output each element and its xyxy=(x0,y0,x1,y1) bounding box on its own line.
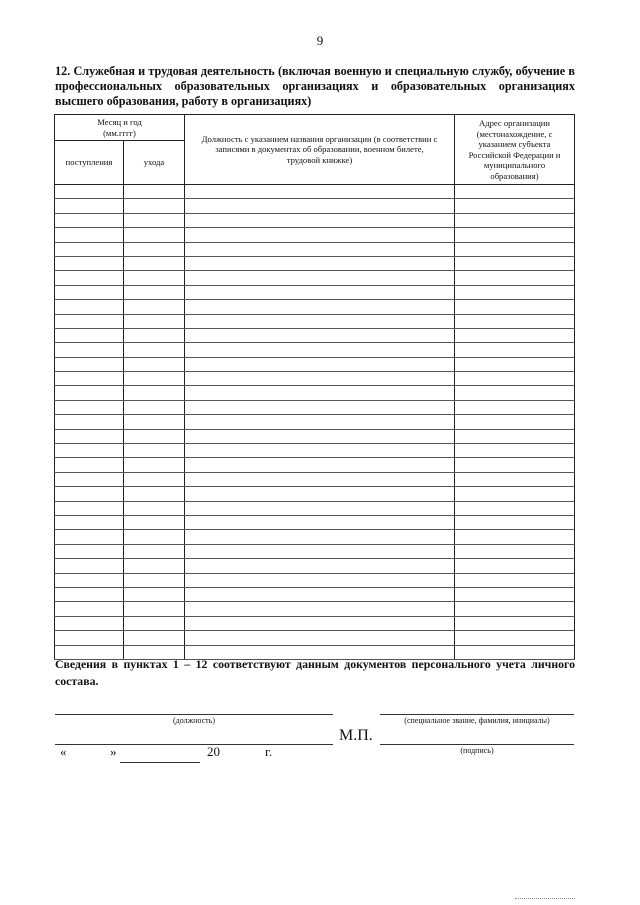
address-cell[interactable] xyxy=(455,256,575,270)
position-cell[interactable] xyxy=(185,386,455,400)
end-cell[interactable] xyxy=(124,429,185,443)
address-cell[interactable] xyxy=(455,185,575,199)
end-cell[interactable] xyxy=(124,242,185,256)
employment-history-table xyxy=(54,114,575,660)
signature-line[interactable] xyxy=(380,744,574,745)
end-cell[interactable] xyxy=(124,185,185,199)
end-cell[interactable] xyxy=(124,314,185,328)
start-cell[interactable] xyxy=(55,444,124,458)
address-cell[interactable] xyxy=(455,300,575,314)
position-cell[interactable] xyxy=(185,213,455,227)
position-cell[interactable] xyxy=(185,400,455,414)
end-cell[interactable] xyxy=(124,472,185,486)
address-cell[interactable] xyxy=(455,386,575,400)
stamp-placeholder: М.П. xyxy=(339,727,373,744)
start-cell[interactable] xyxy=(55,587,124,601)
address-cell[interactable] xyxy=(455,530,575,544)
position-cell[interactable] xyxy=(185,501,455,515)
address-cell[interactable] xyxy=(455,631,575,645)
end-cell[interactable] xyxy=(124,573,185,587)
end-cell[interactable] xyxy=(124,602,185,616)
start-cell[interactable] xyxy=(55,242,124,256)
position-column-label: Должность с указанием названия организации (в соответствии с записями в документах об образовании, военном билете, трудовой книжке) xyxy=(201,133,438,165)
end-cell[interactable] xyxy=(124,544,185,558)
end-cell[interactable] xyxy=(124,343,185,357)
table-row xyxy=(55,587,575,601)
address-cell[interactable] xyxy=(455,515,575,529)
table-row xyxy=(55,472,575,486)
end-cell[interactable] xyxy=(124,616,185,630)
address-cell[interactable] xyxy=(455,228,575,242)
position-cell[interactable] xyxy=(185,602,455,616)
table-row xyxy=(55,602,575,616)
table-row xyxy=(55,559,575,573)
position-cell[interactable] xyxy=(185,357,455,371)
start-cell[interactable] xyxy=(55,487,124,501)
address-cell[interactable] xyxy=(455,501,575,515)
start-cell[interactable] xyxy=(55,573,124,587)
address-cell[interactable] xyxy=(455,328,575,342)
table-row xyxy=(55,213,575,227)
year-prefix: 20 xyxy=(207,744,220,759)
start-cell[interactable] xyxy=(55,501,124,515)
position-cell[interactable] xyxy=(185,185,455,199)
position-cell[interactable] xyxy=(185,559,455,573)
position-cell[interactable] xyxy=(185,631,455,645)
table-row xyxy=(55,444,575,458)
date-line xyxy=(55,744,333,745)
position-cell[interactable] xyxy=(185,328,455,342)
section-heading: 12. Служебная и трудовая деятельность (включая военную и специальную службу, обучение в профессиональных образовательных организациях и образовательных организациях высшего образования, работу в организациях) xyxy=(55,64,575,108)
table-row xyxy=(55,256,575,270)
end-cell[interactable] xyxy=(124,256,185,270)
table-row xyxy=(55,400,575,414)
position-cell[interactable] xyxy=(185,199,455,213)
address-column-header xyxy=(455,115,575,185)
table-row xyxy=(55,515,575,529)
table-row xyxy=(55,343,575,357)
table-row xyxy=(55,429,575,443)
end-cell[interactable] xyxy=(124,415,185,429)
date-group-header xyxy=(55,115,185,141)
position-cell[interactable] xyxy=(185,429,455,443)
address-cell[interactable] xyxy=(455,472,575,486)
confirmation-note: Сведения в пунктах 1 – 12 соответствуют данным документов персонального учета личного состава. xyxy=(55,657,575,688)
start-cell[interactable] xyxy=(55,213,124,227)
start-cell[interactable] xyxy=(55,386,124,400)
end-column-label: ухода xyxy=(143,157,165,168)
start-cell[interactable] xyxy=(55,631,124,645)
address-cell[interactable] xyxy=(455,458,575,472)
table-row xyxy=(55,631,575,645)
table-row xyxy=(55,300,575,314)
table-row xyxy=(55,185,575,199)
name-caption: (специальное звание, фамилия, инициалы) xyxy=(404,716,550,725)
end-column-header xyxy=(124,141,185,185)
start-cell[interactable] xyxy=(55,544,124,558)
start-cell[interactable] xyxy=(55,372,124,386)
address-cell[interactable] xyxy=(455,429,575,443)
date-group-label: Месяц и год xyxy=(97,117,142,127)
address-cell[interactable] xyxy=(455,587,575,601)
end-cell[interactable] xyxy=(124,487,185,501)
address-cell[interactable] xyxy=(455,242,575,256)
position-cell[interactable] xyxy=(185,530,455,544)
table-row xyxy=(55,458,575,472)
start-cell[interactable] xyxy=(55,285,124,299)
start-cell[interactable] xyxy=(55,559,124,573)
table-row xyxy=(55,530,575,544)
start-cell[interactable] xyxy=(55,228,124,242)
end-cell[interactable] xyxy=(124,372,185,386)
start-cell[interactable] xyxy=(55,357,124,371)
table-body xyxy=(55,185,575,660)
end-cell[interactable] xyxy=(124,386,185,400)
start-cell[interactable] xyxy=(55,314,124,328)
date-format-label: (мм.гггг) xyxy=(103,127,136,138)
footer-mark xyxy=(515,898,575,899)
start-cell[interactable] xyxy=(55,616,124,630)
table-row xyxy=(55,386,575,400)
end-cell[interactable] xyxy=(124,328,185,342)
position-cell[interactable] xyxy=(185,573,455,587)
table-row xyxy=(55,228,575,242)
start-cell[interactable] xyxy=(55,458,124,472)
position-cell[interactable] xyxy=(185,271,455,285)
address-cell[interactable] xyxy=(455,602,575,616)
address-cell[interactable] xyxy=(455,616,575,630)
end-cell[interactable] xyxy=(124,228,185,242)
position-cell[interactable] xyxy=(185,415,455,429)
end-cell[interactable] xyxy=(124,587,185,601)
address-cell[interactable] xyxy=(455,573,575,587)
address-cell[interactable] xyxy=(455,343,575,357)
address-cell[interactable] xyxy=(455,400,575,414)
start-cell[interactable] xyxy=(55,271,124,285)
table-row xyxy=(55,616,575,630)
position-cell[interactable] xyxy=(185,616,455,630)
address-cell[interactable] xyxy=(455,213,575,227)
position-cell[interactable] xyxy=(185,343,455,357)
address-cell[interactable] xyxy=(455,444,575,458)
position-cell[interactable] xyxy=(185,256,455,270)
year-suffix: г. xyxy=(265,744,273,759)
start-cell[interactable] xyxy=(55,472,124,486)
table-row xyxy=(55,415,575,429)
address-cell[interactable] xyxy=(455,415,575,429)
address-cell[interactable] xyxy=(455,357,575,371)
signature-caption: (подпись) xyxy=(460,746,494,755)
end-cell[interactable] xyxy=(124,559,185,573)
table-row xyxy=(55,487,575,501)
position-column-header xyxy=(185,115,455,185)
table-row xyxy=(55,285,575,299)
table-row xyxy=(55,357,575,371)
position-cell[interactable] xyxy=(185,285,455,299)
table-row xyxy=(55,372,575,386)
table-row xyxy=(55,242,575,256)
start-column-label: поступления xyxy=(65,157,113,168)
start-cell[interactable] xyxy=(55,400,124,414)
position-cell[interactable] xyxy=(185,472,455,486)
address-cell[interactable] xyxy=(455,271,575,285)
start-cell[interactable] xyxy=(55,343,124,357)
position-cell[interactable] xyxy=(185,242,455,256)
end-cell[interactable] xyxy=(124,530,185,544)
address-cell[interactable] xyxy=(455,372,575,386)
end-cell[interactable] xyxy=(124,271,185,285)
end-cell[interactable] xyxy=(124,444,185,458)
start-column-header xyxy=(55,141,124,185)
end-cell[interactable] xyxy=(124,631,185,645)
end-cell[interactable] xyxy=(124,213,185,227)
position-cell[interactable] xyxy=(185,587,455,601)
address-cell[interactable] xyxy=(455,559,575,573)
end-cell[interactable] xyxy=(124,515,185,529)
start-cell[interactable] xyxy=(55,530,124,544)
position-line[interactable] xyxy=(55,714,333,715)
start-cell[interactable] xyxy=(55,602,124,616)
end-cell[interactable] xyxy=(124,400,185,414)
position-caption: (должность) xyxy=(173,716,215,725)
address-cell[interactable] xyxy=(455,544,575,558)
position-cell[interactable] xyxy=(185,372,455,386)
date-quote-open: « xyxy=(60,744,67,759)
table-row xyxy=(55,544,575,558)
address-cell[interactable] xyxy=(455,285,575,299)
end-cell[interactable] xyxy=(124,501,185,515)
table-row xyxy=(55,573,575,587)
end-cell[interactable] xyxy=(124,300,185,314)
end-cell[interactable] xyxy=(124,357,185,371)
address-cell[interactable] xyxy=(455,487,575,501)
start-cell[interactable] xyxy=(55,199,124,213)
address-column-label: Адрес организации (местонахождение, с указанием субъекта Российской Федерации и муниципального образования) xyxy=(468,118,561,181)
position-cell[interactable] xyxy=(185,444,455,458)
end-cell[interactable] xyxy=(124,285,185,299)
end-cell[interactable] xyxy=(124,199,185,213)
end-cell[interactable] xyxy=(124,458,185,472)
start-cell[interactable] xyxy=(55,328,124,342)
position-cell[interactable] xyxy=(185,487,455,501)
date-quote-close: » xyxy=(110,744,117,759)
table-row xyxy=(55,199,575,213)
address-cell[interactable] xyxy=(455,314,575,328)
table-row xyxy=(55,328,575,342)
position-cell[interactable] xyxy=(185,314,455,328)
position-cell[interactable] xyxy=(185,228,455,242)
start-cell[interactable] xyxy=(55,429,124,443)
table-row xyxy=(55,501,575,515)
start-cell[interactable] xyxy=(55,256,124,270)
name-line[interactable] xyxy=(380,714,574,715)
start-cell[interactable] xyxy=(55,415,124,429)
start-cell[interactable] xyxy=(55,185,124,199)
page-number: 9 xyxy=(316,33,324,48)
table-row xyxy=(55,271,575,285)
position-cell[interactable] xyxy=(185,515,455,529)
start-cell[interactable] xyxy=(55,300,124,314)
position-cell[interactable] xyxy=(185,544,455,558)
start-cell[interactable] xyxy=(55,515,124,529)
position-cell[interactable] xyxy=(185,300,455,314)
position-cell[interactable] xyxy=(185,458,455,472)
address-cell[interactable] xyxy=(455,199,575,213)
month-line[interactable] xyxy=(120,762,200,763)
table-row xyxy=(55,314,575,328)
